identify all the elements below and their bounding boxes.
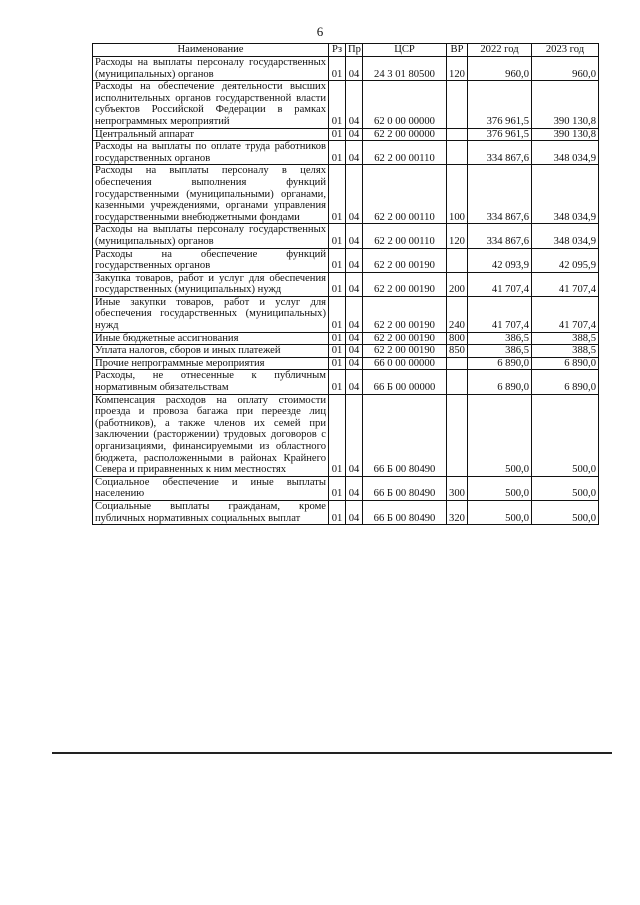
header-name: Наименование [93,44,329,57]
cell-rz: 01 [329,345,346,358]
cell-csr: 24 3 01 80500 [363,57,447,81]
cell-vr [447,248,468,272]
cell-name: Уплата налогов, сборов и иных платежей [93,345,329,358]
cell-2023: 500,0 [532,394,599,476]
cell-name: Расходы, не отнесенные к публичным нормативным обязательствам [93,370,329,394]
table-row [93,370,599,394]
cell-rz: 01 [329,128,346,141]
cell-2022: 42 093,9 [468,248,532,272]
table-row [93,394,599,476]
cell-name: Центральный аппарат [93,128,329,141]
cell-csr: 62 2 00 00190 [363,248,447,272]
cell-csr: 62 2 00 00110 [363,165,447,224]
header-2022: 2022 год [468,44,532,57]
cell-csr: 62 2 00 00190 [363,272,447,296]
cell-vr [447,128,468,141]
cell-pr: 04 [346,128,363,141]
cell-name: Прочие непрограммные мероприятия [93,357,329,370]
cell-rz: 01 [329,500,346,524]
cell-name: Расходы на выплаты персоналу государственных (муниципальных) органов [93,57,329,81]
table-row [93,57,599,81]
cell-csr: 62 2 00 00000 [363,128,447,141]
table-row [93,224,599,248]
cell-vr: 300 [447,476,468,500]
cell-pr: 04 [346,81,363,128]
header-pr: Пр [346,44,363,57]
cell-csr: 66 Б 00 80490 [363,476,447,500]
header-vr: ВР [447,44,468,57]
cell-rz: 01 [329,394,346,476]
header-csr: ЦСР [363,44,447,57]
cell-2023: 41 707,4 [532,296,599,332]
table-row [93,476,599,500]
table-row [93,357,599,370]
header-2023: 2023 год [532,44,599,57]
cell-name: Компенсация расходов на оплату стоимости проезда и провоза багажа при переезде лиц (работников), а также членов их семей при заключении (расторжении) трудовых договоров с организациями, финансируемыми из областного бюджета, расположенными в районах Крайнего Севера и приравненных к ним местностях [93,394,329,476]
cell-pr: 04 [346,296,363,332]
cell-rz: 01 [329,296,346,332]
cell-vr [447,394,468,476]
cell-rz: 01 [329,165,346,224]
table-row [93,248,599,272]
cell-2022: 6 890,0 [468,370,532,394]
page-number: 6 [316,24,324,39]
table-row [93,272,599,296]
cell-name: Иные закупки товаров, работ и услуг для обеспечения государственных (муниципальных) нужд [93,296,329,332]
cell-2022: 386,5 [468,345,532,358]
table-row [93,296,599,332]
cell-rz: 01 [329,57,346,81]
cell-csr: 62 2 00 00110 [363,141,447,165]
cell-2023: 388,5 [532,332,599,345]
cell-pr: 04 [346,394,363,476]
cell-vr: 100 [447,165,468,224]
table-row [93,332,599,345]
table-row [93,165,599,224]
cell-rz: 01 [329,141,346,165]
cell-2022: 376 961,5 [468,128,532,141]
cell-vr: 850 [447,345,468,358]
cell-name: Расходы на обеспечение функций государственных органов [93,248,329,272]
cell-pr: 04 [346,248,363,272]
cell-2023: 42 095,9 [532,248,599,272]
cell-pr: 04 [346,165,363,224]
cell-vr [447,81,468,128]
cell-2022: 334 867,6 [468,165,532,224]
cell-rz: 01 [329,81,346,128]
cell-pr: 04 [346,332,363,345]
cell-2022: 6 890,0 [468,357,532,370]
cell-2023: 388,5 [532,345,599,358]
cell-name: Расходы на выплаты персоналу в целях обеспечения выполнения функций государственными (муниципальными) органами, казенными учреждениями, органами управления государственными внебюджетными фондами [93,165,329,224]
cell-rz: 01 [329,248,346,272]
cell-vr [447,357,468,370]
cell-pr: 04 [346,370,363,394]
cell-2022: 960,0 [468,57,532,81]
table-row [93,128,599,141]
cell-2022: 386,5 [468,332,532,345]
cell-name: Социальное обеспечение и иные выплаты населению [93,476,329,500]
cell-pr: 04 [346,500,363,524]
cell-rz: 01 [329,332,346,345]
cell-2023: 6 890,0 [532,357,599,370]
cell-2023: 6 890,0 [532,370,599,394]
cell-rz: 01 [329,357,346,370]
cell-csr: 62 2 00 00190 [363,296,447,332]
cell-pr: 04 [346,345,363,358]
cell-2023: 500,0 [532,500,599,524]
cell-2022: 500,0 [468,500,532,524]
cell-csr: 66 Б 00 00000 [363,370,447,394]
table-row [93,500,599,524]
cell-name: Расходы на обеспечение деятельности высших исполнительных органов государственной власти субъектов Российской Федерации в рамках непрограммных мероприятий [93,81,329,128]
cell-2022: 334 867,6 [468,141,532,165]
cell-2022: 41 707,4 [468,296,532,332]
cell-name: Расходы на выплаты персоналу государственных (муниципальных) органов [93,224,329,248]
cell-csr: 62 2 00 00110 [363,224,447,248]
cell-pr: 04 [346,57,363,81]
cell-rz: 01 [329,272,346,296]
cell-pr: 04 [346,224,363,248]
cell-vr: 800 [447,332,468,345]
cell-csr: 66 Б 00 80490 [363,394,447,476]
cell-csr: 62 2 00 00190 [363,332,447,345]
cell-vr [447,141,468,165]
cell-rz: 01 [329,224,346,248]
cell-2023: 500,0 [532,476,599,500]
cell-2022: 500,0 [468,476,532,500]
cell-name: Социальные выплаты гражданам, кроме публичных нормативных социальных выплат [93,500,329,524]
cell-2023: 390 130,8 [532,128,599,141]
cell-name: Закупка товаров, работ и услуг для обеспечения государственных (муниципальных) нужд [93,272,329,296]
header-rz: Рз [329,44,346,57]
table-row [93,81,599,128]
table-row [93,141,599,165]
cell-vr [447,370,468,394]
cell-2022: 500,0 [468,394,532,476]
cell-vr: 240 [447,296,468,332]
cell-csr: 62 0 00 00000 [363,81,447,128]
cell-2022: 41 707,4 [468,272,532,296]
footer-divider [52,752,612,754]
cell-rz: 01 [329,370,346,394]
cell-csr: 66 Б 00 80490 [363,500,447,524]
budget-table [92,43,599,525]
cell-csr: 66 0 00 00000 [363,357,447,370]
cell-pr: 04 [346,476,363,500]
cell-2023: 348 034,9 [532,165,599,224]
cell-pr: 04 [346,357,363,370]
cell-vr: 320 [447,500,468,524]
cell-vr: 200 [447,272,468,296]
cell-rz: 01 [329,476,346,500]
table-row [93,345,599,358]
cell-2023: 348 034,9 [532,224,599,248]
cell-pr: 04 [346,141,363,165]
cell-2023: 41 707,4 [532,272,599,296]
cell-2022: 334 867,6 [468,224,532,248]
cell-vr: 120 [447,57,468,81]
cell-2023: 390 130,8 [532,81,599,128]
cell-2023: 348 034,9 [532,141,599,165]
table-header-row [93,44,599,57]
cell-2022: 376 961,5 [468,81,532,128]
cell-pr: 04 [346,272,363,296]
cell-csr: 62 2 00 00190 [363,345,447,358]
cell-name: Иные бюджетные ассигнования [93,332,329,345]
cell-2023: 960,0 [532,57,599,81]
cell-name: Расходы на выплаты по оплате труда работников государственных органов [93,141,329,165]
cell-vr: 120 [447,224,468,248]
